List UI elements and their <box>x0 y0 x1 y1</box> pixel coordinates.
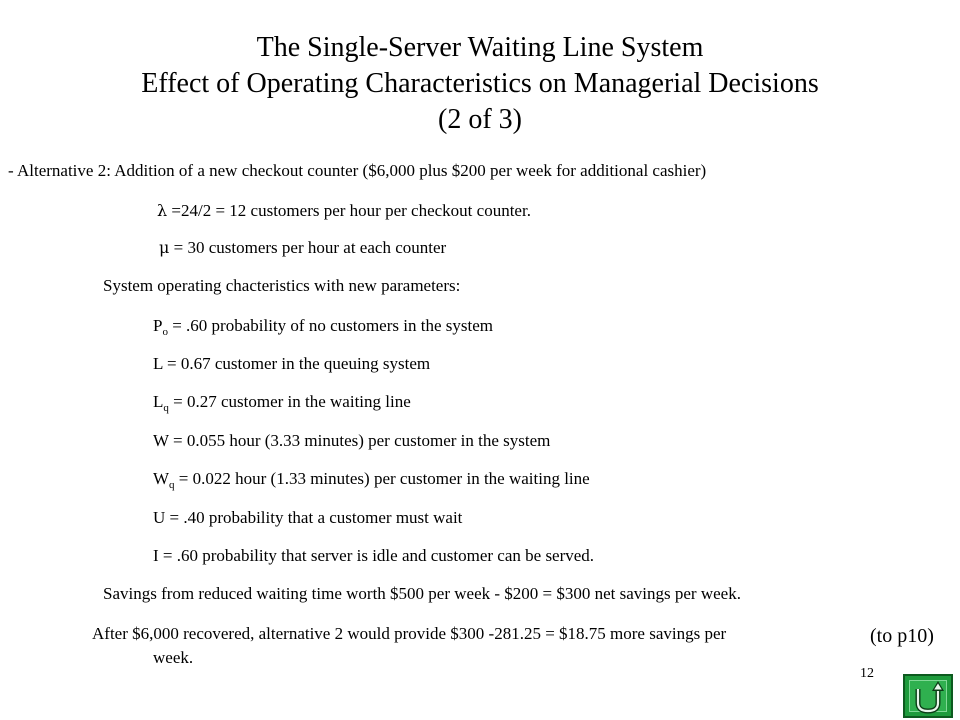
page-number: 12 <box>860 666 874 681</box>
savings-line: Savings from reduced waiting time worth $500 per week - $200 = $300 net savings per week. <box>103 584 741 603</box>
wq-line <box>153 469 590 489</box>
slide-title <box>0 30 960 138</box>
lq-subscript: q <box>163 402 169 414</box>
wq-text: = 0.022 hour (1.33 minutes) per customer in the waiting line <box>174 469 590 488</box>
p0-line <box>153 316 493 336</box>
wq-main: W <box>153 469 170 488</box>
after-recovered-line-2: week. <box>153 648 194 667</box>
p0-subscript: o <box>162 326 168 338</box>
w-line: W = 0.055 hour (3.33 minutes) per customer in the system <box>153 431 551 450</box>
lq-main: L <box>153 392 164 411</box>
l-line: L = 0.67 customer in the queuing system <box>153 354 431 373</box>
after-recovered-line-1: After $6,000 recovered, alternative 2 would provide $300 -281.25 = $18.75 more savings per <box>92 624 727 643</box>
title-line-1: The Single-Server Waiting Line System <box>256 32 704 63</box>
system-characteristics-heading: System operating chacteristics with new parameters: <box>103 276 461 295</box>
lambda-line <box>157 201 531 221</box>
u-line: U = .40 probability that a customer must wait <box>153 508 463 527</box>
lq-text: = 0.27 customer in the waiting line <box>168 392 411 411</box>
return-nav-button[interactable] <box>903 674 953 718</box>
wq-subscript: q <box>169 479 175 491</box>
mu-line <box>159 238 446 258</box>
title-line-2: Effect of Operating Characteristics on Managerial Decisions <box>141 68 819 99</box>
mu-text: = 30 customers per hour at each counter <box>169 238 447 257</box>
title-line-3: (2 of 3) <box>438 104 522 135</box>
to-page-link[interactable]: (to p10) <box>870 625 934 647</box>
lambda-symbol: λ <box>157 201 168 220</box>
p0-main: P <box>153 316 163 335</box>
u-turn-arrow-icon <box>912 679 944 715</box>
p0-text: = .60 probability of no customers in the system <box>167 316 493 335</box>
lq-line <box>153 392 411 412</box>
alternative-2-text: - Alternative 2: Addition of a new checkout counter ($6,000 plus $200 per week for additional cashier) <box>8 161 707 180</box>
mu-symbol: μ <box>159 238 170 257</box>
lambda-text: =24/2 = 12 customers per hour per checkout counter. <box>167 201 531 220</box>
i-line: I = .60 probability that server is idle and customer can be served. <box>153 546 595 565</box>
